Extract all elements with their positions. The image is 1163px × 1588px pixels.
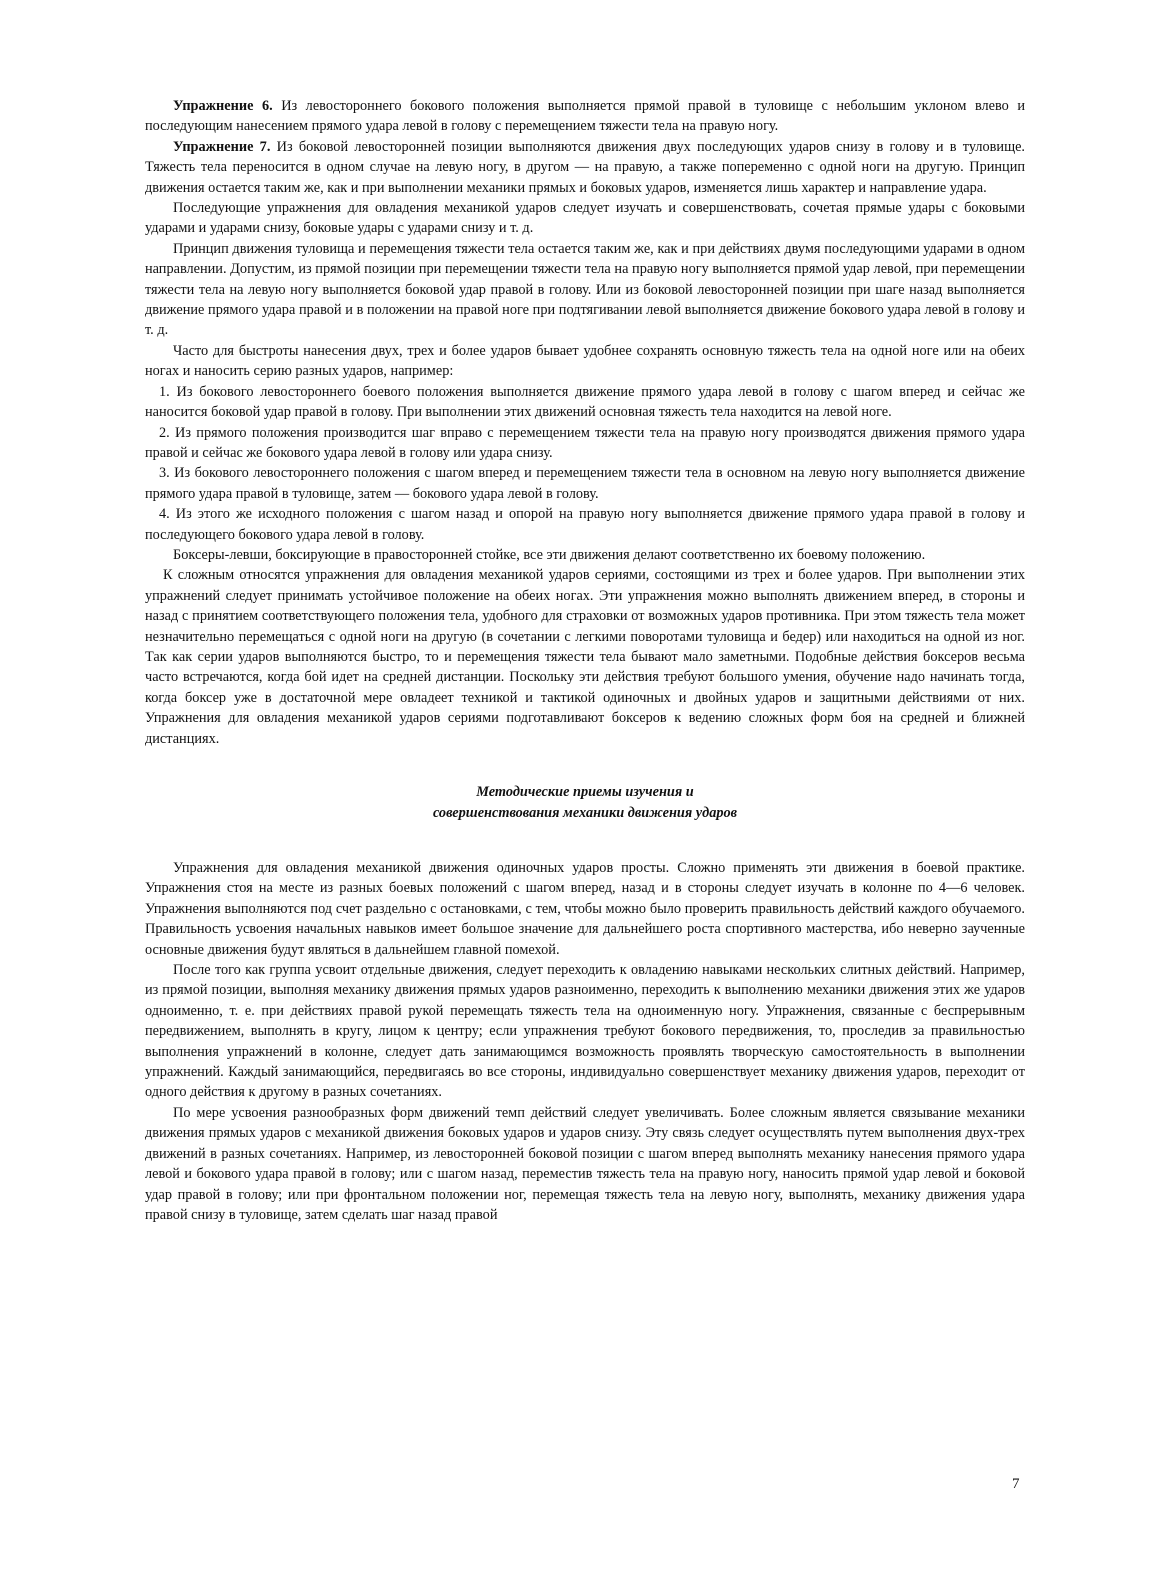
exercise-6-paragraph (145, 96, 1025, 137)
paragraph: После того как группа усвоит отдельные движения, следует переходить к овладению навыками нескольких слитных действий. Например, из прямой позиции, выполняя механику движения прямых ударов разноименно, переходить к выполнению механики движения этих же ударов одноименно, т. е. при действиях правой рукой перемещать тяжесть тела на одноименную ногу. Упражнения, связанные с беспрерывным передвижением, выполнять в кругу, лицом к центру; если упражнения требуют бокового передвижения, то, проследив за правильностью выполнения упражнений в колонне, следует дать занимающимся возможность проявлять творческую самостоятельность в выполнении упражнений. Каждый занимающийся, передвигаясь во все стороны, индивидуально совершенствует механику движения ударов, переходит от одного действия к другому в разных сочетаниях. (145, 962, 1025, 1101)
section-heading (145, 782, 1025, 824)
paragraph: Упражнения для овладения механикой движения одиночных ударов просты. Сложно применять эти движения в боевой практике. Упражнения стоя на месте из разных боевых положений с шагом вперед, назад и в стороны следует изучать в колонне по 4—6 человек. Упражнения выполняются под счет раздельно с остановками, с тем, чтобы можно было проверить правильность действий каждого обучаемого. Правильность усвоения начальных навыков имеет большое значение для дальнейшего роста спортивного мастерства, ибо неверно заученные основные движения будут являться в дальнейшем главной помехой. (145, 860, 1025, 958)
section-heading-line-2: совершенствования механики движения ударов (432, 805, 738, 821)
exercise-7-paragraph (145, 137, 1025, 198)
paragraph: Последующие упражнения для овладения механикой ударов следует изучать и совершенствовать, сочетая прямые удары с боковыми ударами и ударами снизу, боковые удары с ударами снизу и т. д. (145, 200, 1025, 237)
list-item: 4. Из этого же исходного положения с шагом назад и опорой на правую ногу выполняется движение прямого удара правой в голову и последующего бокового удара левой в голову. (145, 506, 1025, 543)
paragraph: Принцип движения туловища и перемещения тяжести тела остается таким же, как и при действиях двумя последующими ударами в одном направлении. Допустим, из прямой позиции при перемещении тяжести тела на правую ногу выполняется прямой удар левой, при перемещении тяжести тела на левую ногу выполняется боковой удар правой в голову. Или из боковой левосторонней позиции при шаге назад выполняется движение прямого удара правой и в положении на правой ноге при подтягивании левой выполняется движение бокового удара левой в голову и т. д. (145, 240, 1025, 339)
exercise-7-label: Упражнение 7. (173, 138, 271, 155)
text-body (145, 96, 1025, 1225)
exercise-6-label: Упражнение 6. (173, 98, 273, 114)
list-item: 1. Из бокового левостороннего боевого положения выполняется движение прямого удара левой в голову с шагом вперед и сейчас же наносится боковой удар правой в голову. При выполнении этих движений основная тяжесть тела находится на левой ноге. (145, 383, 1025, 421)
exercise-7-text: Из боковой левосторонней позиции выполняются движения двух последующих ударов снизу в голову и в туловище. Тяжесть тела переносится в одном случае на левую ногу, в другом — на правую, а также попеременно с одной ноги на другую. Принцип движения остается таким же, как и при выполнении механики прямых и боковых ударов, изменяется лишь характер и направление удара. (145, 138, 1025, 196)
list-item: 3. Из бокового левостороннего положения с шагом вперед и перемещением тяжести тела в основном на левую ногу выполняется движение прямого удара правой в туловище, затем — бокового удара левой в голову. (145, 465, 1025, 502)
section-heading-line-1: Методические приемы изучения и (476, 784, 694, 800)
exercise-6-text: Из левостороннего бокового положения выполняется прямой правой в туловище с небольшим уклоном влево и последующим нанесением прямого удара левой в голову с перемещением тяжести тела на правую ногу. (145, 98, 1025, 135)
paragraph: Боксеры-левши, боксирующие в правосторонней стойке, все эти движения делают соответственно их боевому положению. (173, 546, 926, 563)
page-number: 7 (1012, 1476, 1020, 1492)
list-item: 2. Из прямого положения производится шаг вправо с перемещением тяжести тела на правую ногу производятся движения прямого удара правой и сейчас же бокового удара левой в голову или удара снизу. (145, 424, 1025, 461)
paragraph: По мере усвоения разнообразных форм движений темп действий следует увеличивать. Более сложным является связывание механики движения прямых ударов с механикой движения боковых ударов и ударов снизу. Эту связь следует осуществлять путем выполнения двух-трех движений в разных сочетаниях. Например, из левосторонней боковой позиции с шагом вперед выполнять механику нанесения прямого удара левой и бокового удара правой в голову; или с шагом назад, переместив тяжесть тела на правую ногу, наносить прямой удар левой и боковой удар правой в голову; или при фронтальном положении ног, перемещая тяжесть тела на левую ногу, выполнять, механику движения удара правой снизу в туловище, затем сделать шаг назад правой (145, 1104, 1025, 1223)
paragraph: К сложным относятся упражнения для овладения механикой ударов сериями, состоящими из трех и более ударов. При выполнении этих упражнений следует принимать устойчивое положение на обеих ногах. Эти упражнения можно выполнять движением вперед, в стороны и назад с принятием соответствующего положения тела, удобного для страховки от возможных ударов противника. При этом тяжесть тела может незначительно перемещаться с одной ноги на другую (в сочетании с легкими поворотами туловища и бедер) или находиться на одной из ног. Так как серии ударов выполняются быстро, то и перемещения тяжести тела бывают мало заметными. Подобные действия боксеров весьма часто встречаются, когда бой идет на средней дистанции. Поскольку эти действия требуют большого умения, обучение надо начинать тогда, когда боксер уже в достаточной мере овладеет техникой и тактикой одиночных и двойных ударов и защитными действиями от них. Упражнения для овладения механикой ударов сериями подготавливают боксеров к ведению сложных форм боя на средней и ближней дистанциях. (145, 567, 1025, 747)
paragraph: Часто для быстроты нанесения двух, трех и более ударов бывает удобнее сохранять основную тяжесть тела на одной ноге или на обеих ногах и наносить серию разных ударов, например: (145, 342, 1025, 380)
